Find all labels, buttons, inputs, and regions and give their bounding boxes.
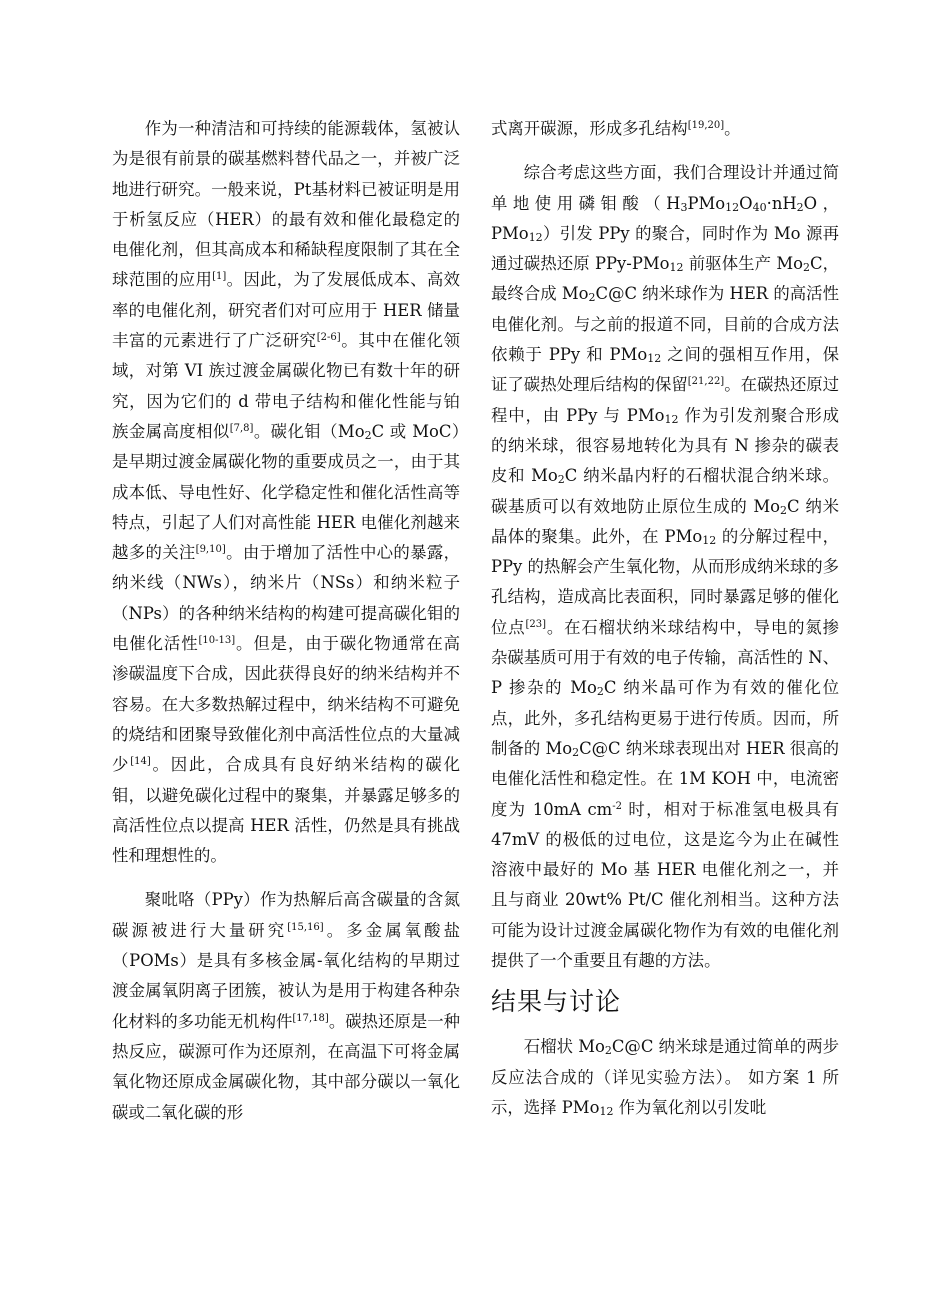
text: C 纳米晶内籽的石榴状混合纳米球。碳基质可以有效地防止原位生成的 Mo: [491, 466, 839, 516]
citation: [23]: [525, 618, 547, 630]
text: C，最终合成 Mo: [491, 254, 839, 304]
text: C 纳米晶体的聚集。此外，在 PMo: [491, 496, 839, 546]
text: C 或 MoC）是早期过渡金属碳化物的重要成员之一，由于其成本低、导电性好、化学稳定性和催化活性高等特点，引起了人们对高性能 HER 电催化剂越来越多的关注: [112, 421, 461, 563]
text: PMo: [687, 193, 726, 213]
text: 。在石榴状纳米球结构中，导电的氮掺杂碳基质可用于有效的电子传输，高活性的 N、P 掺杂的 Mo: [491, 617, 840, 698]
paragraph-results: [491, 1032, 839, 1123]
text: 。多金属氧酸盐（POMs）是具有多核金属-氧化结构的早期过渡金属氧阴离子团簇，被认为是用于构建各种杂化材料的多功能无机构件: [112, 920, 461, 1031]
subscript: 12: [647, 352, 662, 366]
text: ·nH: [766, 193, 797, 213]
text: 式离开碳源，形成多孔结构: [491, 119, 688, 138]
text: 。因此，合成具有良好纳米结构的碳化钼，以避免碳化过程中的聚集，并暴露足够多的高活性位点以提高 HER 活性，仍然是具有挑战性和理想性的。: [112, 755, 461, 866]
subscript: 12: [669, 261, 684, 275]
subscript: 2: [604, 1044, 612, 1058]
text: 。在碳热还原过程中，由 PPy 与 PMo: [491, 375, 840, 425]
text: 时，相对于标准氢电极具有 47mV 的极低的过电位，这是迄今为止在碱性溶液中最好的 Mo 基 HER 电催化剂之一，并且与商业 20wt% Pt/C 催化剂相当。这种方法可能为设计过渡金属碳化物作为有效的电催化剂提供了一个重要且有趣的方法。: [491, 799, 839, 971]
text: 石榴状 Mo: [523, 1037, 605, 1057]
subscript: 2: [796, 200, 804, 214]
subscript: 2: [803, 261, 810, 275]
text: C@C 纳米球是通过简单的两步反应法合成的（详见实验方法）。 如方案 1 所示，选择 PMo: [491, 1037, 839, 1117]
text: ）引发 PPy 的聚合，同时作为 Mo 源再通过碳热还原 PPy-PMo: [491, 223, 839, 274]
text: 之间的强相互作用，保证了碳热处理后结构的保留: [491, 345, 839, 395]
text: 综合考虑这些方面，我们合理设计并通过简单地使用磷钼酸（H: [491, 163, 839, 213]
paragraph-continuation: [491, 114, 839, 144]
text: C@C 纳米球作为 HER 的高活性电催化剂。与之前的报道不同，目前的合成方法依赖于 PPy 和 PMo: [491, 284, 839, 365]
text: 作为引发剂聚合形成的纳米球，很容易地转化为具有 N 掺杂的碳表皮和 Mo: [491, 405, 839, 486]
text: O: [739, 193, 753, 213]
text: 。碳化钼（Mo: [253, 421, 365, 441]
paragraph-design: [491, 158, 839, 976]
subscript: 2: [572, 745, 580, 759]
right-column: [491, 114, 839, 1123]
subscript: 12: [528, 230, 543, 244]
text: 聚吡咯（PPy）作为热解后高含碳量的含氮碳源被进行大量研究: [112, 890, 460, 940]
text: 作为氧化剂以引发吡: [613, 1097, 767, 1117]
citation: [10-13]: [198, 635, 236, 647]
text: 。因此，为了发展低成本、高效率的电催化剂，研究者们对可应用于 HER 储量丰富的元素进行了广泛研究: [112, 270, 461, 351]
subscript: 2: [596, 685, 604, 699]
subscript: 3: [680, 200, 688, 214]
subscript: 12: [702, 533, 717, 547]
citation: [17,18]: [292, 1012, 329, 1024]
citation: [1]: [212, 271, 227, 283]
citation: [19,20]: [687, 120, 725, 131]
text: 作为一种清洁和可持续的能源载体，氢被认为是很有前景的碳基燃料替代品之一，并被广泛地进行研究。一般来说，Pt基材料已被证明是用于析氢反应（HER）的最有效和催化最稳定的电催化剂，但其高成本和稀缺程度限制了其在全球范围的应用: [112, 119, 460, 290]
citation: [9,10]: [195, 544, 226, 556]
subscript: 12: [725, 200, 740, 214]
text: 。由于增加了活性中心的暴露，纳米线（NWs），纳米片（NSs）和纳米粒子（NPs）的各种纳米结构的构建可提高碳化钼的电催化活性: [112, 543, 461, 654]
text: O，PMo: [491, 193, 840, 243]
citation: [2-6]: [316, 332, 341, 344]
text: C 纳米晶可作为有效的催化位点，此外，多孔结构更易于进行传质。因而，所制备的 Mo: [491, 678, 839, 758]
citation: [15,16]: [287, 921, 324, 933]
section-heading: 结果与讨论: [491, 987, 622, 1017]
citation: [21,22]: [687, 376, 725, 388]
text: 。其中在催化领域，对第 VI 族过渡金属碳化物已有数十年的研究，因为它们的 d 带电子结构和催化性能与铂族金属高度相似: [112, 331, 461, 441]
left-column: [112, 114, 460, 1128]
subscript: 40: [752, 200, 767, 214]
text: 前驱体生产 Mo: [683, 254, 803, 274]
text: 。碳热还原是一种热反应，碳源可作为还原剂，在高温下可将金属氧化物还原成金属碳化物，其中部分碳以一氧化碳或二氧化碳的形: [112, 1011, 461, 1122]
subscript: 2: [364, 428, 372, 442]
subscript: 2: [588, 291, 596, 305]
subscript: 12: [599, 1104, 614, 1118]
text: 。: [724, 119, 741, 138]
superscript: -2: [612, 800, 622, 812]
citation: [7,8]: [229, 422, 254, 434]
subscript: 2: [557, 473, 565, 487]
text: C@C 纳米球表现出对 HER 很高的电催化活性和稳定性。在 1M KOH 中，电流密度为 10mA cm: [491, 738, 839, 819]
citation: [14]: [130, 756, 151, 768]
subscript: 12: [664, 412, 679, 426]
paragraph-ppy: [112, 885, 460, 1127]
paragraph-intro: [112, 114, 460, 871]
text: 的分解过程中，PPy 的热解会产生氧化物，从而形成纳米球的多孔结构，造成高比表面积，同时暴露足够的催化位点: [491, 526, 839, 637]
subscript: 2: [780, 503, 788, 517]
text: 。但是，由于碳化物通常在高渗碳温度下合成，因此获得良好的纳米结构并不容易。在大多数热解过程中，纳米结构不可避免的烧结和团聚导致催化剂中高活性位点的大量减少: [112, 634, 461, 775]
